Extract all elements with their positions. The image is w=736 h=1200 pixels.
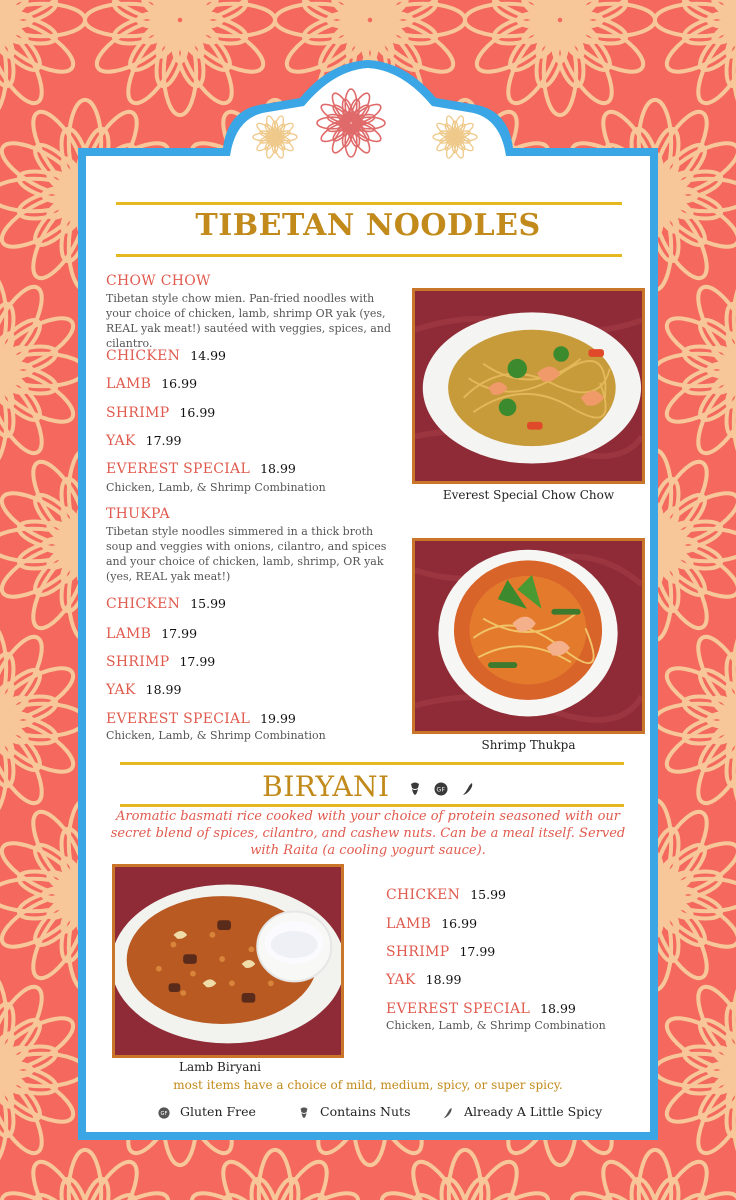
item-price: 18.99 xyxy=(145,682,182,697)
item-price: 18.99 xyxy=(425,972,462,987)
item-name: EVEREST SPECIAL xyxy=(386,1001,531,1017)
dish-name-thukpa: THUKPA xyxy=(106,506,170,522)
spicy-icon xyxy=(442,1107,454,1119)
title-rule-top xyxy=(116,202,622,205)
contains-nuts-icon xyxy=(298,1107,310,1119)
price-row-thukpa-everest-special xyxy=(106,711,296,727)
price-row-biryani-lamb xyxy=(386,916,477,932)
price-row-biryani-yak xyxy=(386,972,461,988)
price-row-biryani-everest-special xyxy=(386,1001,576,1017)
mandala-ornament-icon xyxy=(317,89,385,157)
price-row-chow-yak xyxy=(106,433,181,449)
legend-gluten-free xyxy=(158,1104,256,1119)
item-name: CHICKEN xyxy=(106,596,181,612)
item-name: EVEREST SPECIAL xyxy=(106,461,251,477)
dish-description-thukpa: Tibetan style noodles simmered in a thick broth soup and veggies with onions, cilantro, and spices and your choice of chicken, lamb, shrimp, OR yak (yes, REAL yak meat!) xyxy=(106,525,387,583)
section-title-biryani xyxy=(80,770,656,803)
section-title-noodles: TIBETAN NOODLES xyxy=(195,208,541,243)
price-row-biryani-chicken xyxy=(386,887,506,903)
caption-chow-chow: Everest Special Chow Chow xyxy=(442,488,615,502)
photo-lamb-biryani xyxy=(112,864,344,1058)
price-row-thukpa-yak xyxy=(106,682,181,698)
dish-name-chow-chow: CHOW CHOW xyxy=(106,273,211,289)
item-price: 16.99 xyxy=(441,916,478,931)
title-rule-bottom xyxy=(116,254,622,257)
item-name: YAK xyxy=(106,682,136,698)
gf-badge-text: GF xyxy=(160,1110,168,1117)
price-row-chow-lamb xyxy=(106,376,197,392)
price-row-thukpa-chicken xyxy=(106,596,226,612)
caption-thukpa: Shrimp Thukpa xyxy=(481,738,576,752)
item-name: LAMB xyxy=(106,626,152,642)
caption-biryani: Lamb Biryani xyxy=(179,1060,261,1074)
price-row-chow-everest-special xyxy=(106,461,296,477)
spicy-icon xyxy=(462,782,474,796)
item-name: LAMB xyxy=(386,916,432,932)
item-name: CHICKEN xyxy=(106,348,181,364)
photo-everest-special-chow-chow xyxy=(412,288,645,484)
gluten-free-icon xyxy=(158,1107,170,1119)
combo-note-biryani: Chicken, Lamb, & Shrimp Combination xyxy=(386,1019,606,1032)
item-price: 17.99 xyxy=(459,944,496,959)
legend-label: Contains Nuts xyxy=(320,1104,411,1119)
legend-label: Gluten Free xyxy=(180,1104,256,1119)
small-mandala-left-icon xyxy=(253,115,297,159)
price-row-chow-chicken xyxy=(106,348,226,364)
price-row-chow-shrimp xyxy=(106,405,215,421)
item-name: EVEREST SPECIAL xyxy=(106,711,251,727)
item-name: SHRIMP xyxy=(386,944,450,960)
item-price: 18.99 xyxy=(260,461,296,476)
legend-contains-nuts xyxy=(298,1104,410,1119)
biryani-title-text: BIRYANI xyxy=(262,770,390,803)
legend-label: Already A Little Spicy xyxy=(464,1104,603,1119)
combo-note-thukpa: Chicken, Lamb, & Shrimp Combination xyxy=(106,729,326,742)
item-price: 15.99 xyxy=(470,887,506,902)
biryani-description: Aromatic basmati rice cooked with your choice of protein seasoned with our secret blend of spices, cilantro, and cashew nuts. Can be a meal itself. Served with Raita (a cooling yogurt sauce). xyxy=(110,809,626,858)
item-name: YAK xyxy=(106,433,136,449)
contains-nuts-icon xyxy=(409,782,421,796)
combo-note-chow-chow: Chicken, Lamb, & Shrimp Combination xyxy=(106,481,326,494)
item-name: CHICKEN xyxy=(386,887,461,903)
item-price: 18.99 xyxy=(540,1001,576,1016)
dish-description-chow-chow: Tibetan style chow mien. Pan-fried noodles with your choice of chicken, lamb, shrimp OR yak (yes, REAL yak meat!) sautéed with veggies, spices, and cilantro. xyxy=(106,292,391,350)
price-row-thukpa-lamb xyxy=(106,626,197,642)
item-name: LAMB xyxy=(106,376,152,392)
photo-shrimp-thukpa xyxy=(412,538,645,734)
item-name: SHRIMP xyxy=(106,405,170,421)
item-price: 17.99 xyxy=(179,654,216,669)
item-price: 19.99 xyxy=(260,711,296,726)
small-mandala-right-icon xyxy=(433,115,477,159)
item-price: 14.99 xyxy=(190,348,226,363)
price-row-thukpa-shrimp xyxy=(106,654,215,670)
biryani-rule-bottom xyxy=(120,804,624,807)
item-price: 17.99 xyxy=(161,626,198,641)
item-name: YAK xyxy=(386,972,416,988)
item-price: 16.99 xyxy=(179,405,216,420)
gluten-free-icon xyxy=(434,782,448,796)
gf-badge-text: GF xyxy=(436,786,446,793)
item-price: 16.99 xyxy=(161,376,198,391)
price-row-biryani-shrimp xyxy=(386,944,495,960)
legend-spicy xyxy=(442,1104,602,1119)
item-price: 17.99 xyxy=(145,433,182,448)
item-price: 15.99 xyxy=(190,596,226,611)
spice-level-footnote: most items have a choice of mild, medium, spicy, or super spicy. xyxy=(173,1078,563,1092)
biryani-rule-top xyxy=(120,762,624,765)
item-name: SHRIMP xyxy=(106,654,170,670)
